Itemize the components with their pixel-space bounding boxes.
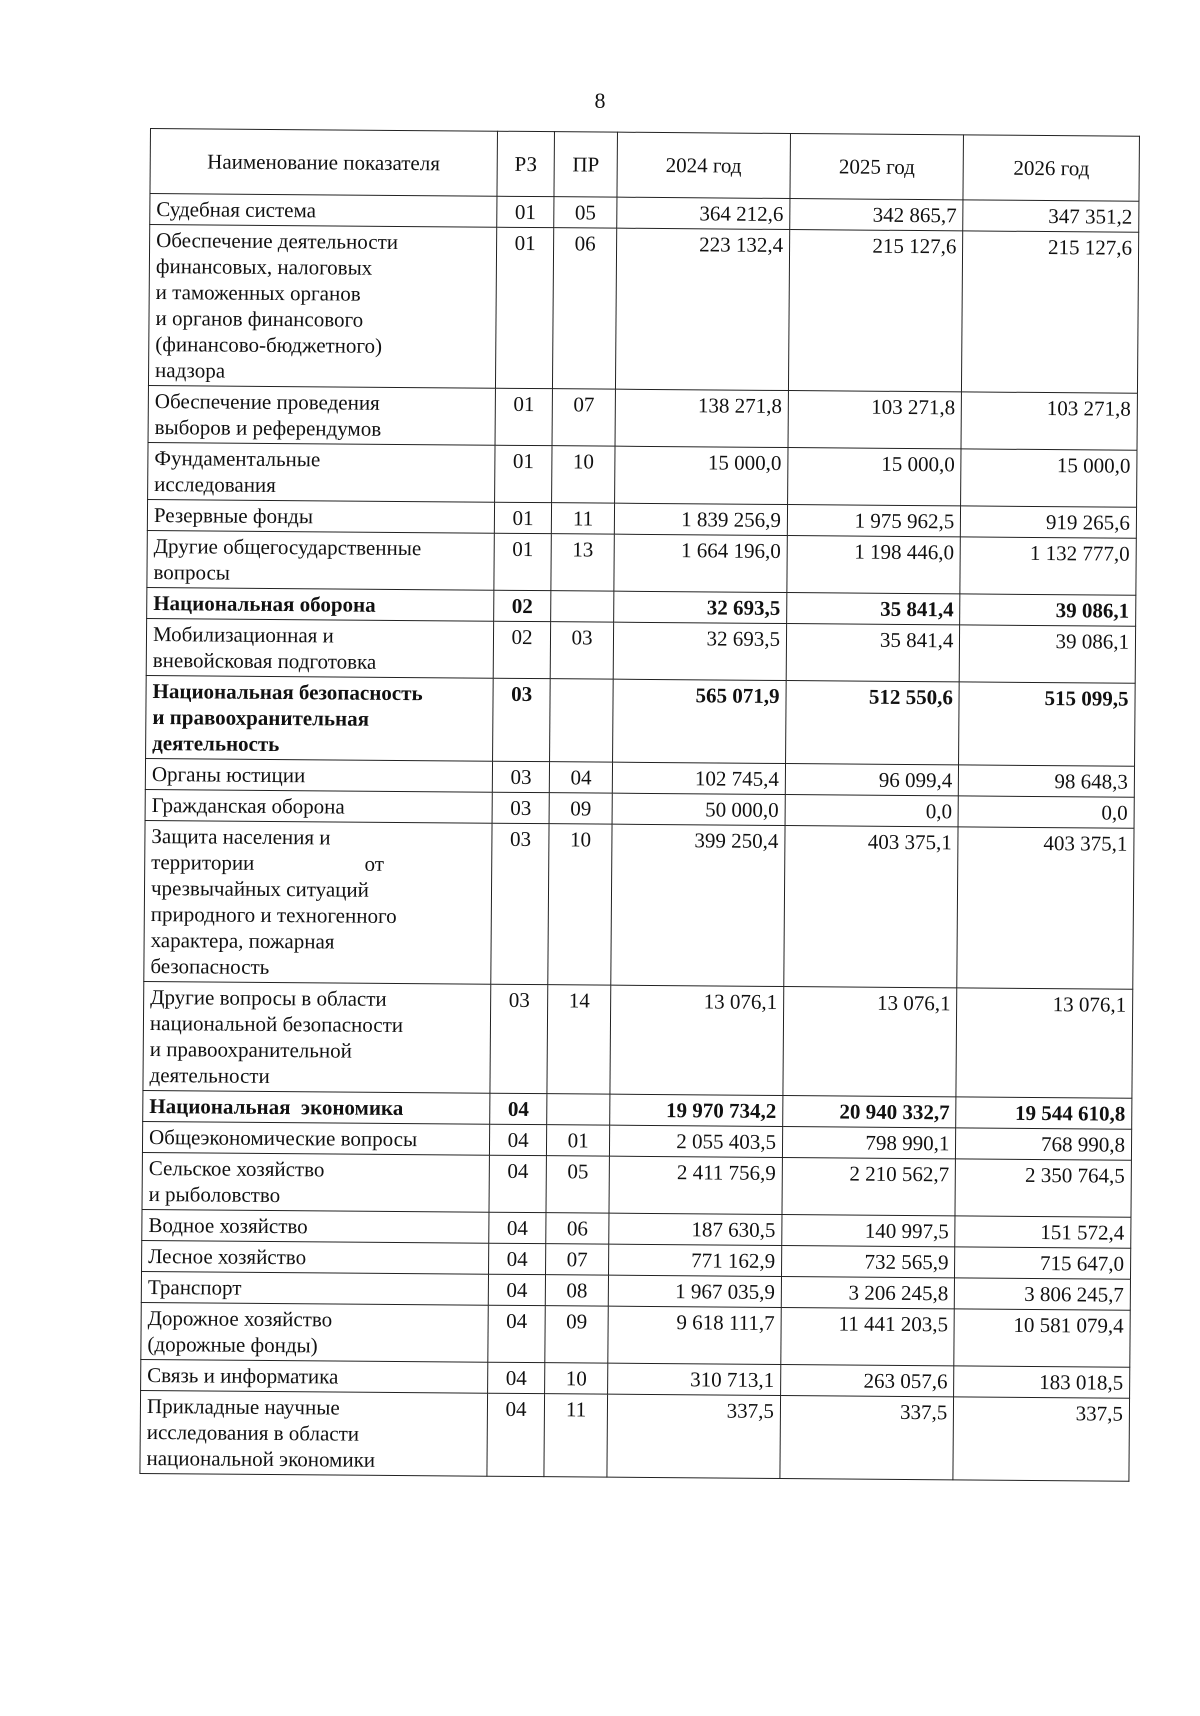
row-value-2026: 103 271,8 [961,392,1137,450]
row-value-2024: 310 713,1 [607,1363,781,1395]
row-pr: 01 [547,1125,609,1156]
row-value-2024: 187 630,5 [608,1213,782,1245]
row-name: Дорожное хозяйство (дорожные фонды) [141,1302,488,1362]
row-value-2024: 364 212,6 [616,197,790,229]
row-rz: 01 [495,227,554,388]
row-rz: 01 [494,533,552,590]
header-pr: ПР [554,132,617,197]
row-rz: 04 [488,1274,546,1305]
row-name: Фундаментальные исследования [148,442,495,502]
row-name: Другие вопросы в области национальной безопасности и правоохранительной деятельности [143,981,491,1093]
table-row [146,618,1135,683]
row-pr: 10 [545,1363,607,1394]
row-value-2024: 771 162,9 [608,1244,782,1276]
row-pr [550,679,613,762]
row-value-2026: 337,5 [953,1397,1129,1481]
row-pr: 11 [544,1394,607,1477]
row-value-2024: 9 618 111,7 [608,1306,782,1364]
row-rz: 04 [489,1155,547,1212]
row-value-2025: 13 076,1 [783,987,957,1097]
row-value-2025: 35 841,4 [787,593,961,625]
row-rz: 04 [487,1362,545,1393]
row-value-2025: 96 099,4 [785,764,959,796]
table-row [140,1390,1130,1481]
page-number: 8 [594,88,606,113]
row-value-2025: 798 990,1 [782,1127,956,1159]
row-rz: 01 [496,196,554,227]
row-value-2025: 263 057,6 [781,1364,955,1396]
row-value-2026: 515 099,5 [959,682,1135,766]
row-name: Защита населения и территории от чрезвычайных ситуаций природного и техногенного характера, пожарная безопасность [144,820,492,984]
row-name: Связь и информатика [141,1359,488,1393]
header-2024: 2024 год [617,132,791,198]
row-pr: 05 [554,197,616,228]
row-rz: 03 [492,761,550,792]
row-value-2024: 32 693,5 [613,622,787,680]
table-row [143,981,1133,1098]
row-value-2024: 102 745,4 [612,762,786,794]
row-value-2025: 1 198 446,0 [787,536,961,594]
table-row [142,1152,1131,1217]
row-pr: 07 [546,1244,608,1275]
row-value-2024: 19 970 734,2 [609,1094,783,1126]
row-name: Гражданская оборона [145,789,492,823]
row-value-2026: 347 351,2 [963,200,1139,232]
row-pr: 09 [550,793,612,824]
row-value-2024: 399 250,4 [610,824,785,986]
row-value-2024: 1 967 035,9 [608,1275,782,1307]
row-value-2024: 337,5 [607,1394,781,1478]
row-pr: 08 [546,1275,608,1306]
table-row [144,820,1134,989]
row-value-2025: 215 127,6 [789,230,964,392]
row-name: Резервные фонды [147,499,494,533]
row-rz: 03 [492,678,550,761]
row-pr: 11 [552,503,614,534]
row-value-2024: 2 055 403,5 [609,1125,783,1157]
row-pr: 09 [545,1306,608,1363]
table-header-row [150,129,1139,202]
row-value-2026: 39 086,1 [960,594,1136,626]
row-value-2024: 13 076,1 [610,985,784,1095]
row-name: Обеспечение проведения выборов и референдумов [148,385,495,445]
row-value-2026: 15 000,0 [961,449,1137,507]
row-value-2025: 15 000,0 [788,448,962,506]
row-pr: 10 [552,446,615,503]
row-value-2025: 403 375,1 [784,826,959,988]
row-value-2025: 11 441 203,5 [781,1307,955,1365]
row-rz: 01 [494,445,552,502]
row-value-2024: 138 271,8 [615,389,789,447]
row-value-2026: 715 647,0 [955,1247,1131,1279]
row-value-2025: 1 975 962,5 [787,505,961,537]
row-name: Судебная система [150,194,497,228]
row-name: Лесное хозяйство [142,1240,489,1274]
row-value-2024: 1 839 256,9 [614,503,788,535]
table-row [146,675,1136,766]
row-value-2026: 19 544 610,8 [956,1097,1132,1129]
row-name: Сельское хозяйство и рыболовство [142,1152,489,1212]
row-value-2024: 223 132,4 [615,228,790,390]
row-value-2024: 1 664 196,0 [614,534,788,592]
row-value-2025: 140 997,5 [782,1214,956,1246]
row-rz: 04 [488,1243,546,1274]
row-name: Обеспечение деятельности финансовых, налоговых и таможенных органов и органов финансового (финансово-бюджетного) надзора [148,225,496,389]
row-pr: 04 [550,762,612,793]
row-value-2026: 151 572,4 [955,1216,1131,1248]
row-value-2025: 2 210 562,7 [782,1157,956,1215]
row-value-2025: 3 206 245,8 [781,1276,955,1308]
row-name: Органы юстиции [145,758,492,792]
row-pr [551,591,613,622]
row-value-2025: 35 841,4 [786,624,960,682]
row-value-2026: 1 132 777,0 [960,537,1136,595]
row-value-2025: 20 940 332,7 [783,1096,957,1128]
row-value-2025: 342 865,7 [790,199,964,231]
row-value-2026: 403 375,1 [957,827,1134,989]
row-value-2025: 0,0 [785,795,959,827]
row-value-2026: 768 990,8 [956,1128,1132,1160]
row-pr: 03 [551,622,614,679]
row-name: Национальная экономика [143,1090,490,1124]
row-value-2024: 32 693,5 [613,591,787,623]
row-name: Общеэкономические вопросы [142,1121,489,1155]
row-value-2026: 2 350 764,5 [955,1159,1131,1217]
row-value-2026: 3 806 245,7 [955,1278,1131,1310]
row-pr: 07 [553,389,616,446]
row-rz: 02 [493,590,551,621]
row-rz: 03 [492,792,550,823]
row-value-2025: 512 550,6 [786,681,960,765]
row-rz: 04 [489,1093,547,1124]
row-value-2026: 215 127,6 [962,231,1139,393]
row-value-2026: 919 265,6 [961,506,1137,538]
row-name: Национальная безопасность и правоохранительная деятельность [146,675,493,761]
row-rz: 04 [487,1393,545,1476]
table-row [141,1302,1130,1367]
row-rz: 03 [490,823,549,984]
table-row [148,225,1138,394]
row-value-2025: 337,5 [780,1395,954,1479]
row-rz: 01 [494,502,552,533]
row-name: Транспорт [141,1271,488,1305]
row-rz: 01 [495,388,553,445]
row-name: Водное хозяйство [142,1209,489,1243]
row-rz: 04 [488,1212,546,1243]
row-pr: 10 [548,824,611,985]
table-body [140,194,1139,1482]
row-name: Прикладные научные исследования в области национальной экономики [140,1390,487,1476]
table-row [148,385,1137,450]
row-value-2026: 13 076,1 [956,988,1132,1098]
row-value-2024: 565 071,9 [612,679,786,763]
row-value-2026: 183 018,5 [954,1366,1130,1398]
row-value-2024: 15 000,0 [614,446,788,504]
row-name: Национальная оборона [147,587,494,621]
row-value-2026: 10 581 079,4 [954,1309,1130,1367]
row-name: Мобилизационная и вневойсковая подготовка [146,618,493,678]
header-name: Наименование показателя [150,129,497,197]
row-pr: 06 [546,1213,608,1244]
row-value-2026: 39 086,1 [960,625,1136,683]
row-value-2025: 732 565,9 [782,1245,956,1277]
row-pr: 14 [547,985,610,1094]
row-rz: 04 [489,1124,547,1155]
row-value-2026: 98 648,3 [959,765,1135,797]
header-2026: 2026 год [963,135,1139,201]
row-pr: 13 [551,534,614,591]
row-name: Другие общегосударственные вопросы [147,530,494,590]
header-2025: 2025 год [790,134,964,200]
budget-table [139,128,1140,1482]
table-row [148,442,1137,507]
row-pr: 06 [553,228,616,389]
row-value-2026: 0,0 [958,796,1134,828]
row-pr [547,1094,609,1125]
row-value-2024: 50 000,0 [612,793,786,825]
table-row [147,530,1136,595]
row-rz: 03 [490,984,549,1093]
row-value-2025: 103 271,8 [788,391,962,449]
row-rz: 04 [488,1305,546,1362]
row-rz: 02 [493,621,551,678]
row-pr: 05 [546,1156,609,1213]
header-rz: РЗ [497,131,555,196]
row-value-2024: 2 411 756,9 [609,1156,783,1214]
